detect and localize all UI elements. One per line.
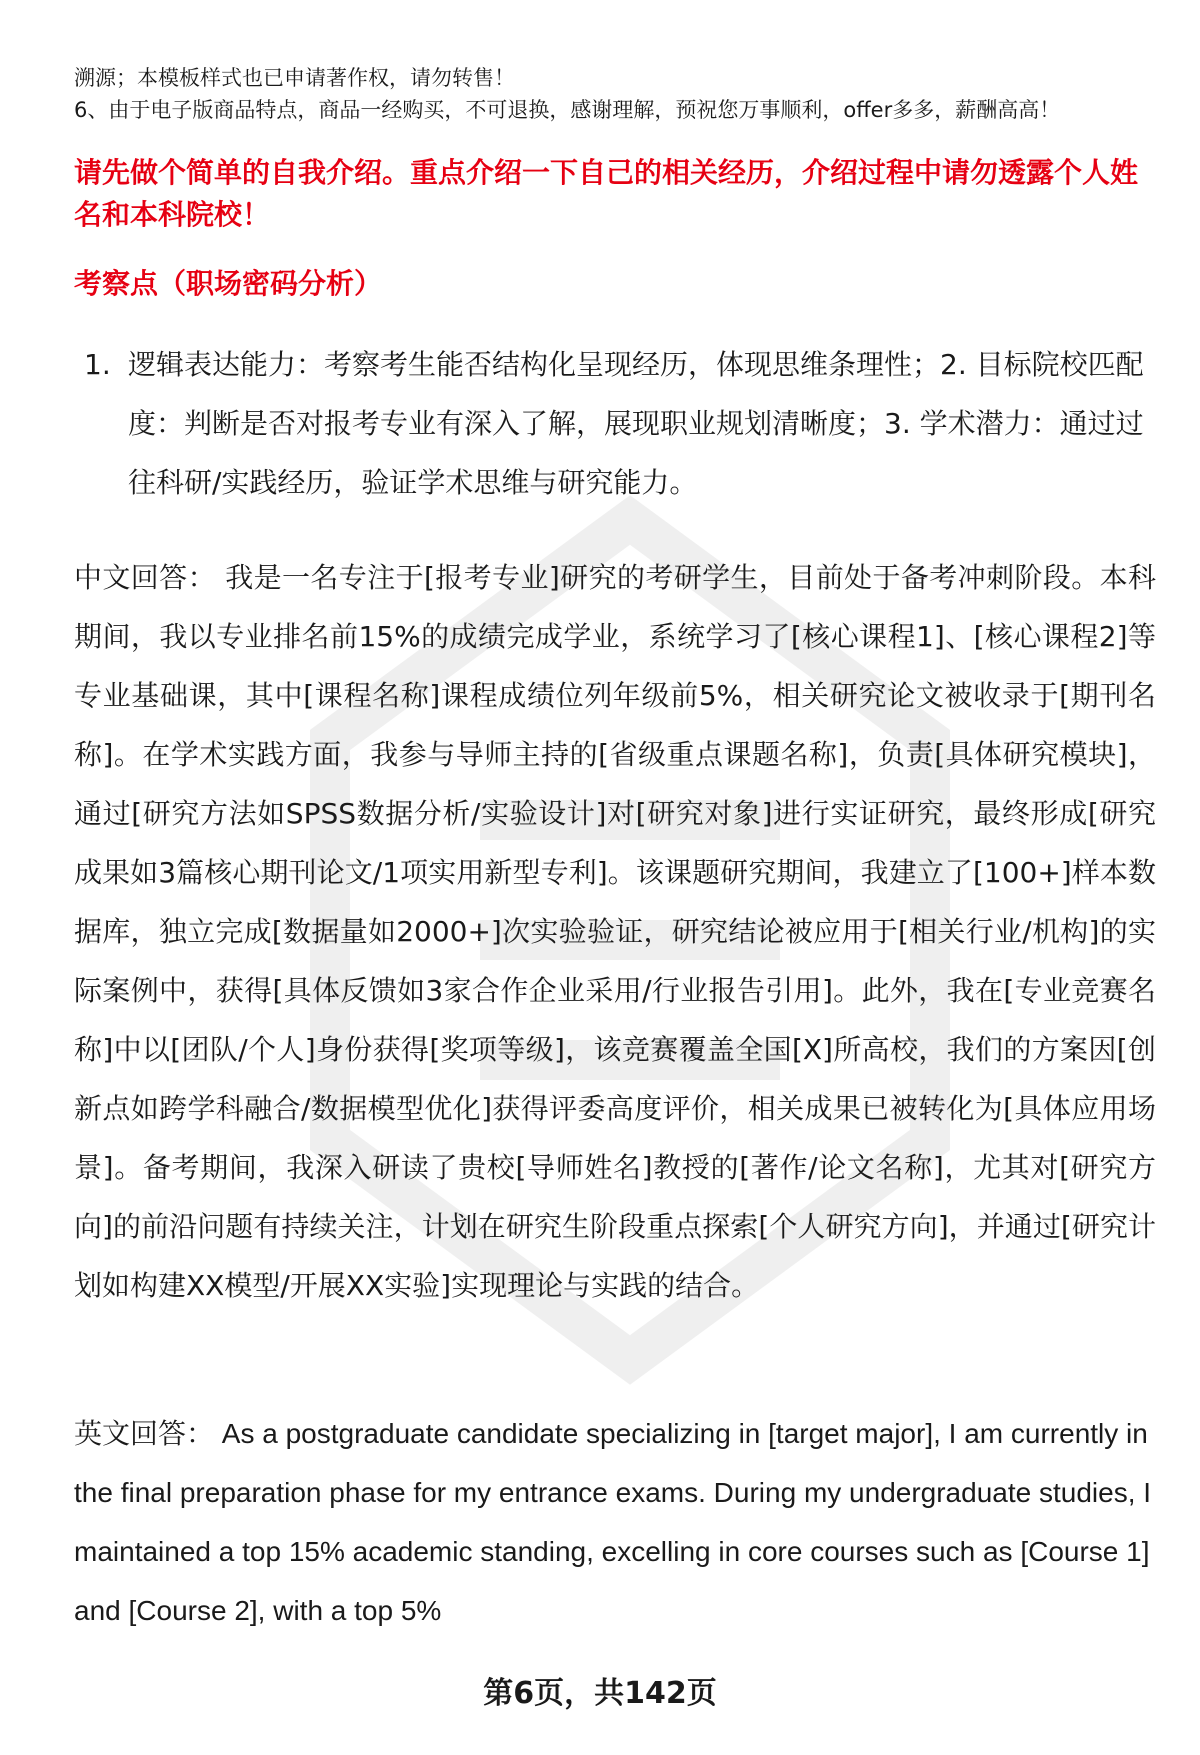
interview-question: 请先做个简单的自我介绍。重点介绍一下自己的相关经历，介绍过程中请勿透露个人姓名和本科院校！ [74,156,1139,231]
note-line: 溯源；本模板样式也已申请著作权，请勿转售！ [74,66,515,90]
english-answer [74,1404,1156,1640]
list-item-text: 逻辑表达能力：考察考生能否结构化呈现经历，体现思维条理性；2. 目标院校匹配度：判断是否对报考专业有深入了解，展现职业规划清晰度；3. 学术潜力：通过过往科研/实践经历，验证学术思维与研究能力。 [128,348,1144,499]
notes-block [74,62,1154,126]
list-number: 1. [84,348,111,381]
assessment-points [84,335,1154,512]
english-answer-label: 英文回答： [74,1417,215,1450]
chinese-answer: 中文回答： 我是一名专注于[报考专业]研究的考研学生，目前处于备考冲刺阶段。本科期间，我以专业排名前15%的成绩完成学业，系统学习了[核心课程1]、[核心课程2]等专业基础课，其中[课程名称]课程成绩位列年级前5%，相关研究论文被收录于[期刊名称]。在学术实践方面，我参与导师主持的[省级重点课题名称]，负责[具体研究模块]，通过[研究方法如SPSS数据分析/实验设计]对[研究对象]进行实证研究，最终形成[研究成果如3篇核心期刊论文/1项实用新型专利]。该课题研究期间，我建立了[100+]样本数据库，独立完成[数据量如2000+]次实验验证，研究结论被应用于[相关行业/机构]的实际案例中，获得[具体反馈如3家合作企业采用/行业报告引用]。此外，我在[专业竞赛名称]中以[团队/个人]身份获得[奖项等级]，该竞赛覆盖全国[X]所高校，我们的方案因[创新点如跨学科融合/数据模型优化]获得评委高度评价，相关成果已被转化为[具体应用场景]。备考期间，我深入研读了贵校[导师姓名]教授的[著作/论文名称]，尤其对[研究方向]的前沿问题有持续关注，计划在研究生阶段重点探索[个人研究方向]，并通过[研究计划如构建XX模型/开展XX实验]实现理论与实践的结合。 [74,561,1156,1302]
section-title: 考察点（职场密码分析） [74,267,383,300]
english-answer-text: As a postgraduate candidate specializing in [target major], I am currently in the final preparation phase for my entrance exams. During my undergraduate studies, I maintained a top 15% academic standing, excelling in core courses such as [Course 1] and [Course 2], with a top 5% [74,1418,1152,1626]
page-number: 第6页，共142页 [483,1676,717,1711]
note-line: 6、由于电子版商品特点，商品一经购买，不可退换，感谢理解，预祝您万事顺利，offer多多，薪酬高高！ [74,98,1061,122]
